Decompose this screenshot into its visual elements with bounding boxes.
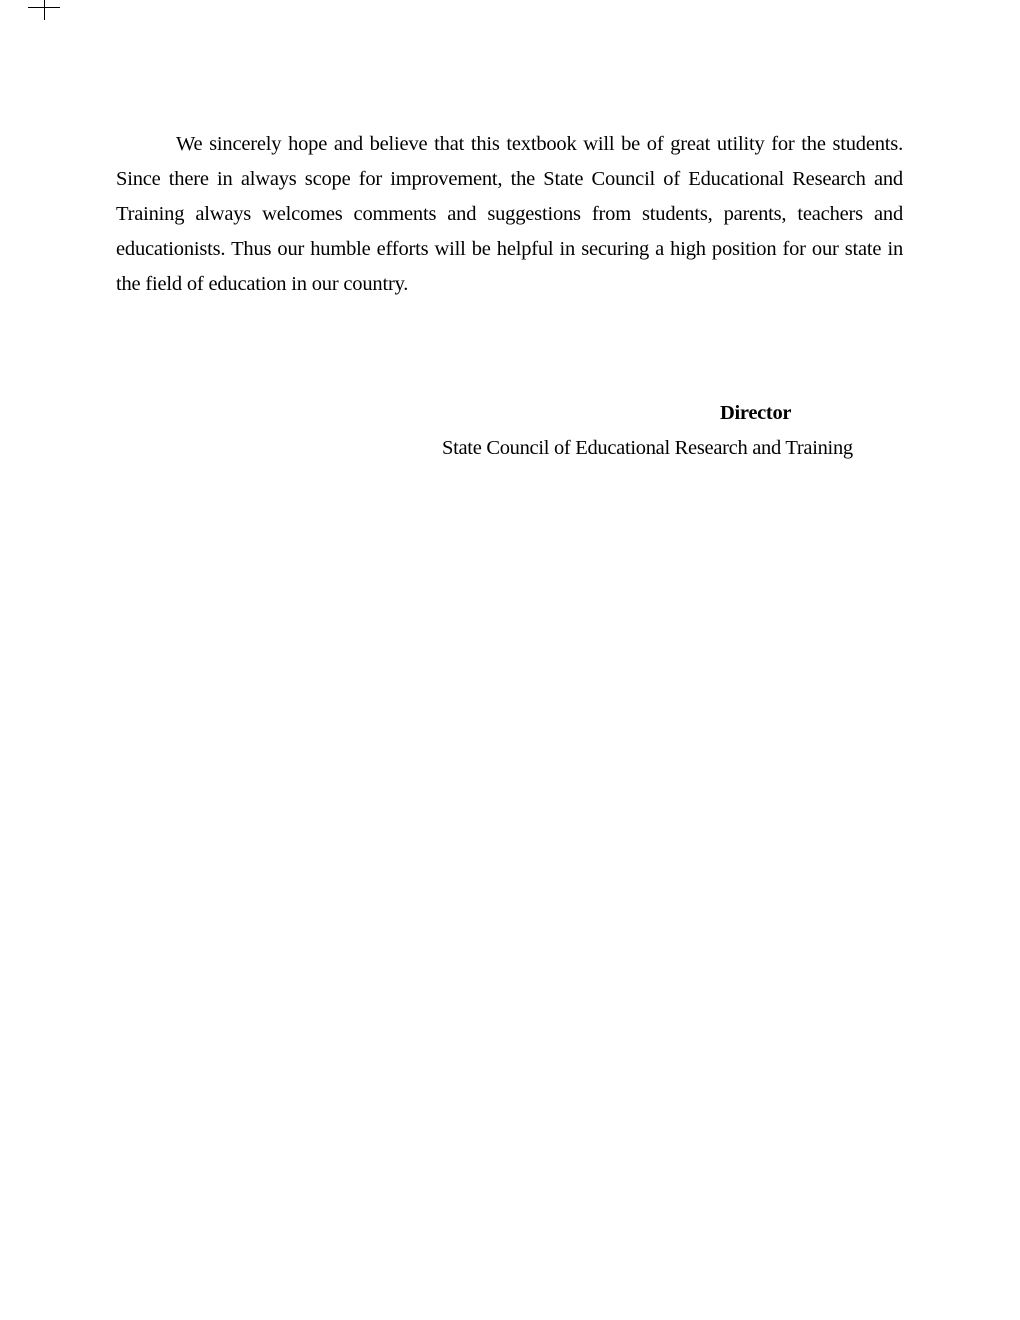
closing-paragraph: We sincerely hope and believe that this textbook will be of great utility for the students. Since there in always scope for improvement, the State Council of Educational Research and Training always welcomes comments and suggestions from students, parents, teachers and educationists. Thus our humble efforts will be helpful in securing a high position for our state in the field of education in our country. <box>116 133 903 295</box>
signature-organization: State Council of Educational Research and Training <box>442 437 853 459</box>
crop-mark-vertical <box>44 0 45 20</box>
signature-title: Director <box>720 402 792 424</box>
